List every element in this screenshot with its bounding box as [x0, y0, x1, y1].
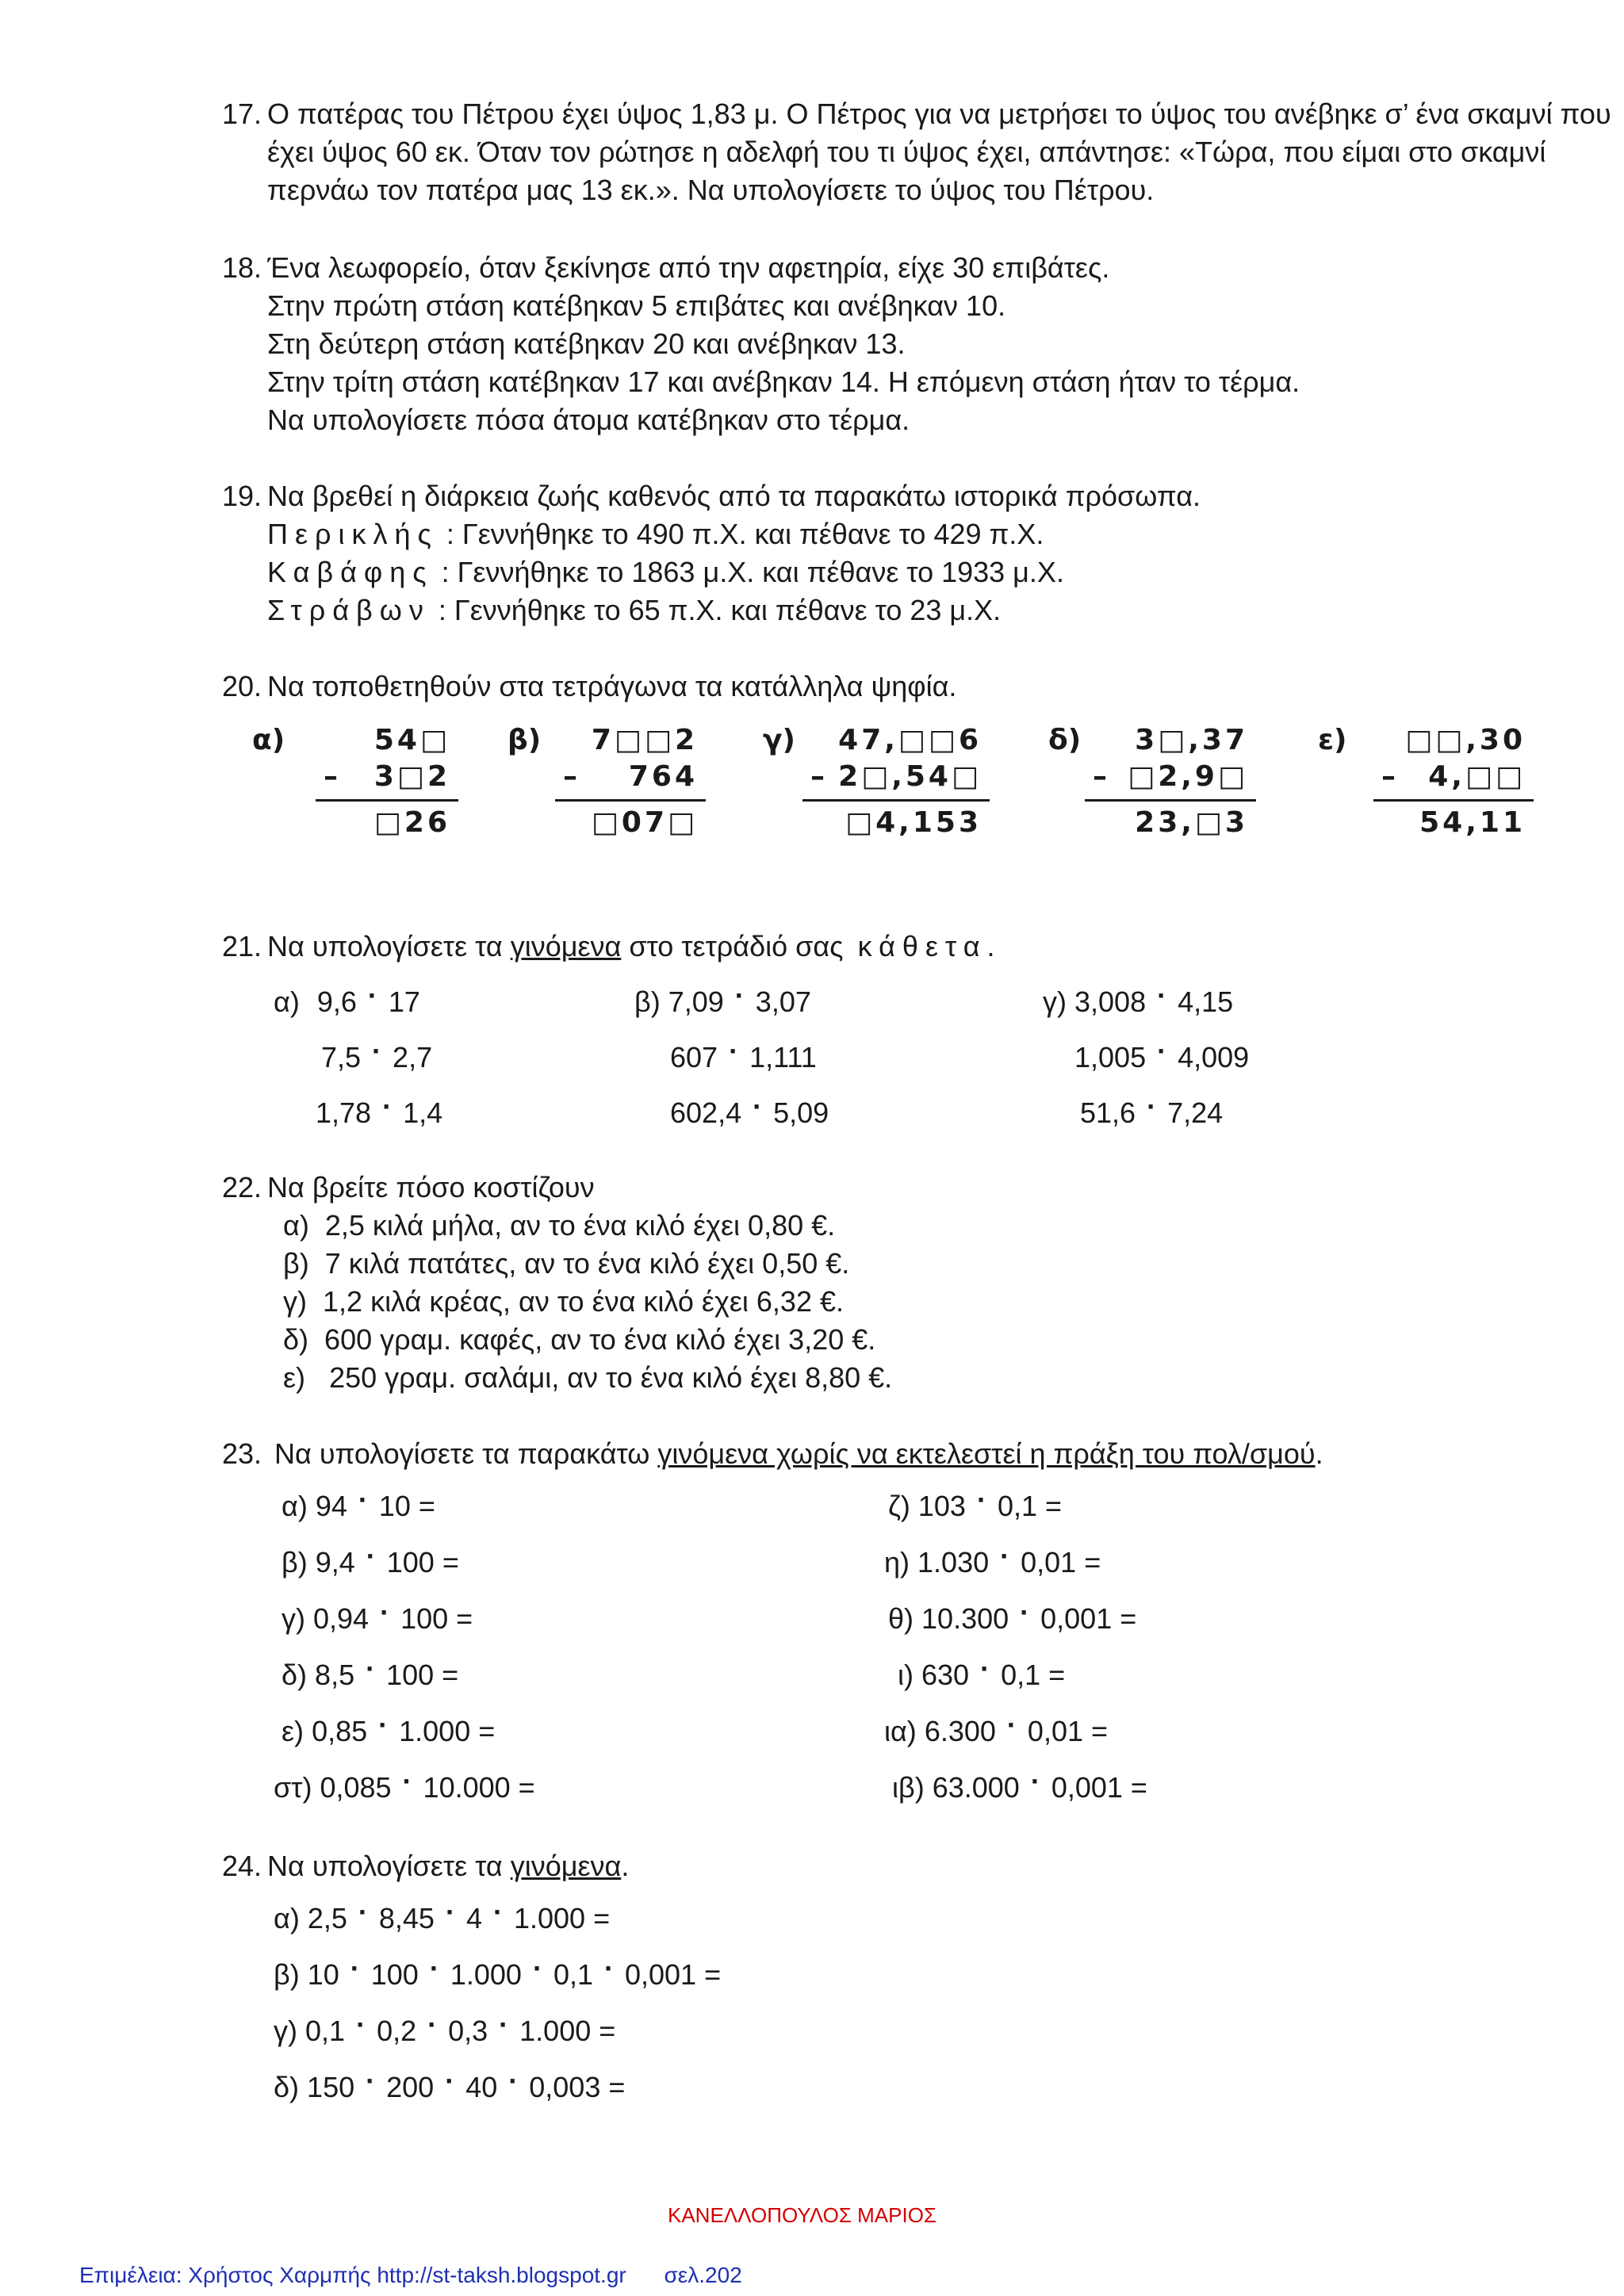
- product-item: [892, 1765, 1147, 1807]
- problem-intro: Να βρεθεί η διάρκεια ζωής καθενός από τα παρακάτω ιστορικά πρόσωπα.: [267, 480, 1201, 512]
- item-label: β): [283, 1247, 309, 1280]
- result-rule: [555, 799, 706, 802]
- item-label: γ): [274, 2015, 297, 2047]
- product-item: [282, 1709, 496, 1751]
- list-item: [283, 1359, 892, 1397]
- problem-number: 24.: [222, 1850, 262, 1882]
- subtrahend: 4,□□: [1428, 760, 1526, 793]
- problem-number: 21.: [222, 930, 262, 962]
- factor: 602,4: [670, 1096, 742, 1129]
- multiply-dot-icon: ·: [402, 1765, 412, 1797]
- minus-sign: –: [1381, 760, 1396, 793]
- subtraction-problem: [508, 721, 698, 848]
- item-label: β): [282, 1546, 308, 1578]
- item-label: γ): [282, 1602, 305, 1635]
- factor: 100 =: [386, 1546, 459, 1578]
- problem-number: 20.: [222, 670, 262, 702]
- intro-text: Να υπολογίσετε τα: [267, 930, 503, 962]
- factor: 8,45: [378, 1902, 435, 1934]
- product-item: [274, 1952, 722, 1994]
- subproblem-label: γ): [763, 724, 795, 756]
- problem-intro: Να βρείτε πόσο κοστίζουν: [267, 1171, 595, 1203]
- product-item: [274, 1896, 611, 1938]
- product-item: [282, 1483, 435, 1525]
- product-item: [670, 1035, 817, 1077]
- list-item: [283, 1283, 844, 1321]
- multiply-dot-icon: ·: [1006, 1709, 1017, 1741]
- factor: 63.000: [932, 1771, 1020, 1804]
- factor: 7,5: [321, 1041, 362, 1073]
- item-text: 2,5 κιλά μήλα, αν το ένα κιλό έχει 0,80 €.: [324, 1209, 836, 1242]
- multiply-dot-icon: ·: [729, 1035, 739, 1067]
- factor: 0,94: [313, 1602, 370, 1635]
- intro-text: Να υπολογίσετε τα παρακάτω: [274, 1437, 650, 1470]
- factor: 0,1: [553, 1958, 593, 1991]
- difference: □4,153: [845, 806, 982, 839]
- subtraction-problem: [252, 721, 450, 848]
- factor: 100: [370, 1958, 419, 1991]
- subtrahend: 764: [628, 760, 698, 793]
- factor: 94: [315, 1490, 347, 1522]
- item-label: α): [282, 1490, 308, 1522]
- problem-intro: [274, 1435, 1323, 1473]
- factor: 0,003 =: [529, 2071, 626, 2103]
- difference: □07□: [591, 806, 698, 839]
- item-label: α): [274, 1902, 300, 1934]
- problem-intro: [267, 928, 1002, 966]
- minus-sign: –: [563, 760, 577, 793]
- product-item: [1074, 1035, 1250, 1077]
- multiply-dot-icon: ·: [378, 1709, 389, 1741]
- item-label: α): [283, 1209, 309, 1242]
- product-item: [274, 1765, 535, 1807]
- factor: 1.000 =: [399, 1715, 496, 1747]
- factor: 0,01 =: [1021, 1546, 1101, 1578]
- factor: 1,78: [316, 1096, 372, 1129]
- multiply-dot-icon: ·: [372, 1035, 382, 1067]
- difference: 54,11: [1419, 806, 1526, 839]
- credit-text: Επιμέλεια: Χρήστος Χαρμπής http://st-taksh.blogspot.gr: [79, 2263, 626, 2287]
- multiply-dot-icon: ·: [358, 1896, 368, 1928]
- multiply-dot-icon: ·: [508, 2064, 519, 2097]
- list-item: [283, 1207, 835, 1245]
- product-item: [634, 979, 811, 1021]
- problem-text-line: περνάω τον πατέρα μας 13 εκ.». Να υπολογίσετε το ύψος του Πέτρου.: [267, 174, 1155, 206]
- minus-sign: –: [1093, 760, 1107, 793]
- minus-sign: –: [324, 760, 338, 793]
- problem-text-line: Στη δεύτερη στάση κατέβηκαν 20 και ανέβηκαν 13.: [267, 327, 906, 360]
- minus-sign: –: [810, 760, 825, 793]
- factor: 3,008: [1074, 985, 1147, 1018]
- person-dates: : Γεννήθηκε το 65 π.Χ. και πέθανε το 23 μ.Χ.: [438, 594, 1002, 626]
- multiply-dot-icon: ·: [734, 979, 745, 1012]
- factor: 0,1: [305, 2015, 346, 2047]
- product-item: [884, 1709, 1109, 1751]
- item-label: δ): [282, 1659, 308, 1691]
- product-item: [884, 1540, 1101, 1582]
- subproblem-label: β): [508, 724, 542, 756]
- page-number: σελ.202: [664, 2263, 742, 2287]
- subtraction-problem: [763, 721, 982, 848]
- item-label: ε): [283, 1361, 306, 1394]
- product-item: [321, 1035, 433, 1077]
- minuend: □□,30: [1405, 724, 1526, 756]
- problem-number: 19.: [222, 480, 262, 512]
- factor: 6.300: [924, 1715, 996, 1747]
- factor: 0,85: [312, 1715, 368, 1747]
- multiply-dot-icon: ·: [350, 1952, 360, 1984]
- multiply-dot-icon: ·: [1030, 1765, 1040, 1797]
- difference: □26: [373, 806, 450, 839]
- person-line: [267, 553, 1064, 591]
- factor: 7,09: [668, 985, 724, 1018]
- factor: 9,4: [315, 1546, 355, 1578]
- multiply-dot-icon: ·: [445, 1896, 455, 1928]
- item-label: η): [884, 1546, 910, 1578]
- multiply-dot-icon: ·: [366, 1540, 376, 1572]
- multiply-dot-icon: ·: [358, 1483, 368, 1516]
- item-label: β): [634, 985, 661, 1018]
- item-label: θ): [888, 1602, 914, 1635]
- product-item: [898, 1652, 1066, 1694]
- list-item: [283, 1245, 849, 1283]
- minuend: 54□: [373, 724, 450, 756]
- intro-underlined: γινόμενα χωρίς να εκτελεστεί η πράξη του πολ/σμού: [657, 1437, 1316, 1470]
- factor: 0,01 =: [1027, 1715, 1109, 1747]
- factor: 0,001 =: [1051, 1771, 1147, 1804]
- intro-text: στο τετράδιό σας: [629, 930, 844, 962]
- problem-text-line: Ο πατέρας του Πέτρου έχει ύψος 1,83 μ. Ο Πέτρος για να μετρήσει το ύψος του ανέβηκε σ’ ένα σκαμνί που: [267, 98, 1611, 130]
- subtrahend: 2□,54□: [838, 760, 982, 793]
- factor: 1,005: [1074, 1041, 1147, 1073]
- intro-text: .: [1315, 1437, 1323, 1470]
- multiply-dot-icon: ·: [445, 2064, 455, 2097]
- subproblem-label: δ): [1048, 724, 1082, 756]
- person-name: Περικλής: [267, 518, 439, 550]
- factor: 200: [386, 2071, 435, 2103]
- factor: 1.030: [917, 1546, 990, 1578]
- problem-text-line: Ένα λεωφορείο, όταν ξεκίνησε από την αφετηρία, είχε 30 επιβάτες.: [267, 251, 1110, 284]
- multiply-dot-icon: ·: [366, 1652, 376, 1685]
- item-label: στ): [274, 1771, 312, 1804]
- factor: 9,6: [316, 985, 357, 1018]
- factor: 3,07: [755, 985, 811, 1018]
- factor: 10.000 =: [423, 1771, 535, 1804]
- multiply-dot-icon: ·: [499, 2008, 509, 2041]
- multiply-dot-icon: ·: [1157, 979, 1167, 1012]
- multiply-dot-icon: ·: [753, 1090, 763, 1123]
- factor: 0,1 =: [997, 1490, 1063, 1522]
- factor: 0,001 =: [624, 1958, 722, 1991]
- item-label: δ): [283, 1323, 309, 1356]
- problem-text-line: Στην πρώτη στάση κατέβηκαν 5 επιβάτες και ανέβηκαν 10.: [267, 289, 1006, 322]
- item-label: ζ): [888, 1490, 910, 1522]
- multiply-dot-icon: ·: [382, 1090, 393, 1123]
- problem-number: 22.: [222, 1171, 262, 1203]
- person-dates: : Γεννήθηκε το 1863 μ.Χ. και πέθανε το 1933 μ.Χ.: [441, 556, 1064, 588]
- subtraction-problem: [1318, 721, 1526, 848]
- factor: 51,6: [1080, 1096, 1136, 1129]
- item-label: ιβ): [892, 1771, 925, 1804]
- factor: 0,001 =: [1040, 1602, 1137, 1635]
- item-text: 1,2 κιλά κρέας, αν το ένα κιλό έχει 6,32 €.: [323, 1285, 844, 1318]
- factor: 1,111: [749, 1041, 817, 1073]
- factor: 150: [307, 2071, 355, 2103]
- result-rule: [1085, 799, 1256, 802]
- factor: 40: [465, 2071, 498, 2103]
- multiply-dot-icon: ·: [1147, 1090, 1157, 1123]
- item-label: γ): [283, 1285, 307, 1318]
- multiply-dot-icon: ·: [1000, 1540, 1010, 1572]
- problem-text-line: Στην τρίτη στάση κατέβηκαν 17 και ανέβηκαν 14. Η επόμενη στάση ήταν το τέρμα.: [267, 365, 1300, 398]
- multiply-dot-icon: ·: [429, 1952, 439, 1984]
- item-label: δ): [274, 2071, 300, 2103]
- problem-intro: Να τοποθετηθούν στα τετράγωνα τα κατάλληλα ψηφία.: [267, 670, 957, 702]
- multiply-dot-icon: ·: [1157, 1035, 1167, 1067]
- multiply-dot-icon: ·: [380, 1596, 390, 1628]
- factor: 4,15: [1178, 985, 1234, 1018]
- item-label: ε): [282, 1715, 304, 1747]
- factor: 5,09: [773, 1096, 829, 1129]
- item-label: γ): [1043, 985, 1067, 1018]
- factor: 10: [307, 1958, 339, 1991]
- product-item: [282, 1596, 473, 1638]
- problem-text-line: έχει ύψος 60 εκ. Όταν τον ρώτησε η αδελφή του τι ύψος έχει, απάντησε: «Τώρα, που είμαι στο σκαμνί: [267, 136, 1546, 168]
- factor: 4,009: [1178, 1041, 1250, 1073]
- result-rule: [1373, 799, 1534, 802]
- multiply-dot-icon: ·: [980, 1652, 990, 1685]
- multiply-dot-icon: ·: [366, 2064, 376, 2097]
- factor: 10.300: [921, 1602, 1009, 1635]
- intro-underlined: γινόμενα: [510, 930, 622, 962]
- product-item: [274, 979, 420, 1021]
- factor: 607: [670, 1041, 718, 1073]
- item-label: β): [274, 1958, 300, 1991]
- minuend: 3□,37: [1135, 724, 1248, 756]
- product-item: [274, 2064, 626, 2107]
- factor: 100 =: [386, 1659, 459, 1691]
- item-label: ι): [898, 1659, 914, 1691]
- multiply-dot-icon: ·: [532, 1952, 542, 1984]
- problem-number: 17.: [222, 98, 262, 130]
- problem-intro: [267, 1847, 629, 1885]
- item-text: 7 κιλά πατάτες, αν το ένα κιλό έχει 0,50 €.: [324, 1247, 850, 1280]
- subtraction-problem: [1048, 721, 1248, 848]
- factor: 7,24: [1167, 1096, 1224, 1129]
- person-dates: : Γεννήθηκε το 490 π.Χ. και πέθανε το 429 π.Χ.: [446, 518, 1044, 550]
- product-item: [1080, 1090, 1224, 1132]
- product-item: [282, 1540, 459, 1582]
- intro-text: Να υπολογίσετε τα: [267, 1850, 503, 1882]
- product-item: [316, 1090, 443, 1132]
- person-name: Στράβων: [267, 594, 431, 626]
- factor: 1.000 =: [519, 2015, 616, 2047]
- item-text: 600 γραμ. καφές, αν το ένα κιλό έχει 3,20 €.: [324, 1323, 876, 1356]
- multiply-dot-icon: ·: [976, 1483, 986, 1516]
- product-item: [670, 1090, 829, 1132]
- item-label: α): [274, 985, 300, 1018]
- factor: 17: [388, 985, 420, 1018]
- page-footer: [79, 2256, 742, 2294]
- subtrahend: □2,9□: [1128, 760, 1248, 793]
- intro-underlined: γινόμενα: [510, 1850, 622, 1882]
- subproblem-label: α): [252, 724, 285, 756]
- multiply-dot-icon: ·: [367, 979, 377, 1012]
- list-item: [283, 1321, 875, 1359]
- factor: 2,7: [393, 1041, 433, 1073]
- problem-number: 18.: [222, 251, 262, 284]
- item-text: 250 γραμ. σαλάμι, αν το ένα κιλό έχει 8,80 €.: [329, 1361, 893, 1394]
- problem-number: 23.: [222, 1437, 262, 1470]
- result-rule: [802, 799, 990, 802]
- minuend: 7□□2: [591, 724, 698, 756]
- factor: 1.000 =: [513, 1902, 611, 1934]
- factor: 10 =: [378, 1490, 435, 1522]
- factor: 0,3: [448, 2015, 488, 2047]
- factor: 0,2: [377, 2015, 417, 2047]
- multiply-dot-icon: ·: [603, 1952, 614, 1984]
- product-item: [1043, 979, 1234, 1021]
- factor: 0,085: [320, 1771, 392, 1804]
- intro-text: .: [621, 1850, 630, 1882]
- person-name: Καβάφης: [267, 556, 434, 588]
- author-name: ΚΑΝΕΛΛΟΠΟΥΛΟΣ ΜΑΡΙΟΣ: [668, 2203, 936, 2227]
- factor: 2,5: [307, 1902, 347, 1934]
- product-item: [282, 1652, 459, 1694]
- factor: 1,4: [403, 1096, 443, 1129]
- result-rule: [316, 799, 458, 802]
- subtrahend: 3□2: [373, 760, 450, 793]
- product-item: [274, 2008, 616, 2050]
- intro-spaced-word: κάθετα.: [857, 930, 1002, 962]
- multiply-dot-icon: ·: [356, 2008, 366, 2041]
- person-line: [267, 515, 1044, 553]
- factor: 100 =: [400, 1602, 473, 1635]
- factor: 4: [465, 1902, 482, 1934]
- factor: 1.000: [450, 1958, 522, 1991]
- factor: 8,5: [315, 1659, 355, 1691]
- multiply-dot-icon: ·: [1020, 1596, 1030, 1628]
- product-item: [888, 1596, 1137, 1638]
- difference: 23,□3: [1135, 806, 1248, 839]
- factor: 0,1 =: [1001, 1659, 1066, 1691]
- problem-text-line: Να υπολογίσετε πόσα άτομα κατέβηκαν στο τέρμα.: [267, 404, 910, 436]
- factor: 103: [917, 1490, 966, 1522]
- product-item: [888, 1483, 1063, 1525]
- minuend: 47,□□6: [838, 724, 982, 756]
- person-line: [267, 591, 1001, 629]
- item-label: ια): [884, 1715, 917, 1747]
- subproblem-label: ε): [1318, 724, 1347, 756]
- factor: 630: [921, 1659, 970, 1691]
- multiply-dot-icon: ·: [427, 2008, 438, 2041]
- multiply-dot-icon: ·: [492, 1896, 503, 1928]
